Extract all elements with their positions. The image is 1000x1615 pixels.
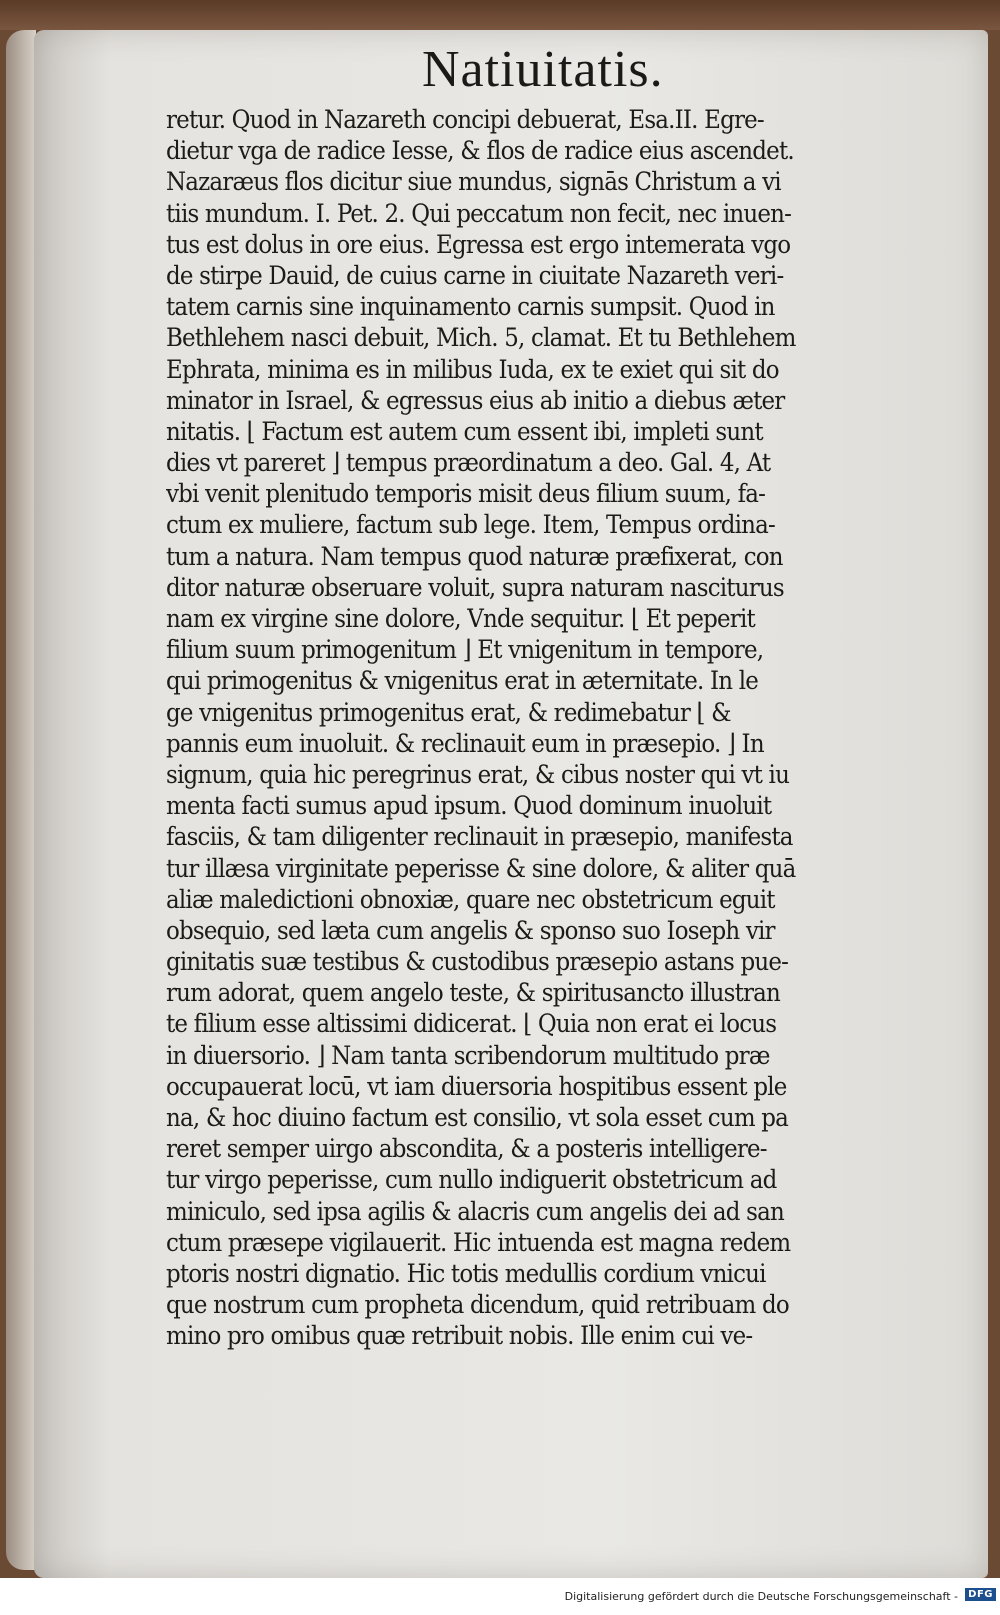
text-line: nitatis. ⌊ Factum est autem cum essent ibi, impleti sunt [166, 416, 763, 447]
text-line: te filium esse altissimi didicerat. ⌊ Quia non erat ei locus [166, 1009, 777, 1040]
text-line: ctum præsepe vigilauerit. Hic intuenda est magna redem [166, 1227, 791, 1258]
body-text [166, 105, 871, 1353]
text-line: que nostrum cum propheta dicendum, quid retribuam do [166, 1290, 789, 1321]
text-line: ge vnigenitus primogenitus erat, & redimebatur ⌊ & [166, 697, 731, 728]
text-line: ginitatis suæ testibus & custodibus præsepio astans pue- [166, 947, 789, 978]
text-line: tus est dolus in ore eius. Egressa est ergo intemerata vgo [166, 229, 791, 260]
dfg-logo: DFG [965, 1588, 996, 1601]
text-line: miniculo, sed ipsa agilis & alacris cum angelis dei ad san [166, 1196, 784, 1227]
text-line: ctum ex muliere, factum sub lege. Item, Tempus ordina- [166, 510, 775, 541]
text-line: tur virgo peperisse, cum nullo indiguerit obstetricum ad [166, 1165, 777, 1196]
running-head: Natiuitatis. [422, 41, 664, 98]
text-line: dietur vga de radice Iesse, & flos de radice eius ascendet. [166, 136, 794, 167]
text-line: tatem carnis sine inquinamento carnis sumpsit. Quod in [166, 292, 775, 323]
scan-background [0, 0, 1000, 30]
text-line: vbi venit plenitudo temporis misit deus filium suum, fa- [166, 479, 766, 510]
text-line: signum, quia hic peregrinus erat, & cibus noster qui vt iu [166, 759, 790, 790]
text-line: ptoris nostri dignatio. Hic totis medullis cordium vnicui [166, 1258, 766, 1289]
text-line: tur illæsa virginitate peperisse & sine dolore, & aliter quā [166, 853, 796, 884]
text-line: dies vt pareret ⌋ tempus præordinatum a deo. Gal. 4, At [166, 448, 771, 479]
text-line: mino pro omibus quæ retribuit nobis. Ille enim cui ve- [166, 1321, 753, 1352]
book-page-edge [6, 30, 36, 1570]
text-line: tiis mundum. I. Pet. 2. Qui peccatum non fecit, nec inuen- [166, 198, 792, 229]
text-line: occupauerat locū, vt iam diuersoria hospitibus essent ple [166, 1071, 787, 1102]
text-line: retur. Quod in Nazareth concipi debuerat, Esa.II. Egre- [166, 105, 764, 135]
text-line: aliæ maledictioni obnoxiæ, quare nec obstetricum eguit [166, 884, 775, 915]
text-line: qui primogenitus & vnigenitus erat in æternitate. In le [166, 666, 759, 697]
text-line: reret semper uirgo abscondita, & a posteris intelligere- [166, 1134, 767, 1165]
text-line: tum a natura. Nam tempus quod naturæ præfixerat, con [166, 541, 783, 572]
text-line: nam ex virgine sine dolore, Vnde sequitur. ⌊ Et peperit [166, 604, 755, 634]
text-line: pannis eum inuoluit. & reclinauit eum in præsepio. ⌋ In [166, 728, 764, 759]
digitization-credit: Digitalisierung gefördert durch die Deutsche Forschungsgemeinschaft - [564, 1590, 958, 1603]
text-line: rum adorat, quem angelo teste, & spiritusancto illustran [166, 978, 781, 1009]
text-line: na, & hoc diuino factum est consilio, vt sola esset cum pa [166, 1103, 789, 1133]
text-line: de stirpe Dauid, de cuius carne in ciuitate Nazareth veri- [166, 260, 784, 291]
text-line: fasciis, & tam diligenter reclinauit in præsepio, manifesta [166, 822, 793, 853]
text-line: Ephrata, minima es in milibus Iuda, ex te exiet qui sit do [166, 354, 779, 385]
text-line: minator in Israel, & egressus eius ab initio a diebus æter [166, 385, 785, 416]
text-line: menta facti sumus apud ipsum. Quod dominum inuoluit [166, 791, 772, 822]
text-line: in diuersorio. ⌋ Nam tanta scribendorum multitudo præ [166, 1040, 770, 1071]
text-line: Bethlehem nasci debuit, Mich. 5, clamat. Et tu Bethlehem [166, 323, 796, 354]
text-line: obsequio, sed læta cum angelis & sponso suo Ioseph vir [166, 915, 775, 946]
text-line: Nazaræus flos dicitur siue mundus, signās Christum a vi [166, 167, 781, 198]
text-line: ditor naturæ obseruare voluit, supra naturam nasciturus [166, 572, 784, 603]
text-line: filium suum primogenitum ⌋ Et vnigenitum in tempore, [166, 635, 764, 666]
